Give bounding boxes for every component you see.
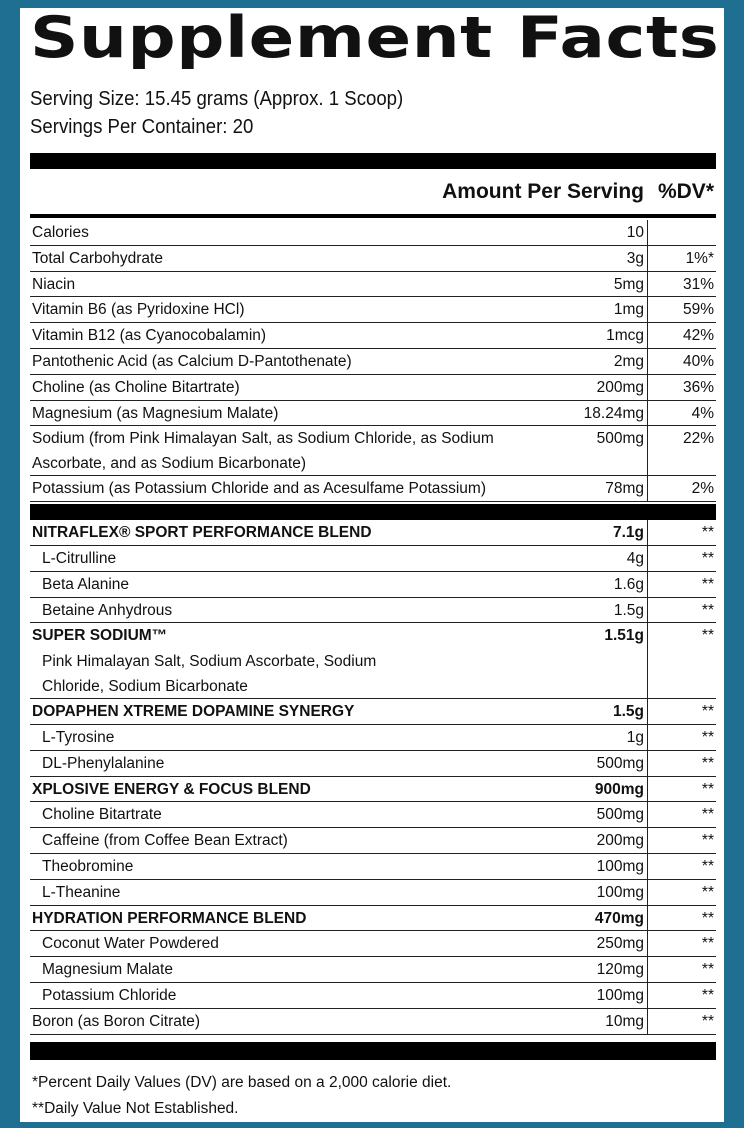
ingredient-amount: 200mg xyxy=(596,378,644,396)
ingredient-amount: 10mg xyxy=(605,1012,644,1030)
ingredient-dv: ** xyxy=(701,806,714,824)
ingredient-dv: 2% xyxy=(691,480,714,498)
ingredient-name: Beta Alanine xyxy=(42,575,130,593)
ingredient-amount: 1mcg xyxy=(606,327,644,345)
ingredient-amount: 1mg xyxy=(613,301,644,319)
ingredient-dv: ** xyxy=(701,961,714,979)
column-divider xyxy=(647,623,648,649)
ingredient-name: DL-Phenylalanine xyxy=(42,754,165,772)
table-row xyxy=(30,828,716,854)
amount-per-serving-header: Amount Per Serving xyxy=(442,180,644,203)
ingredient-amount: 900mg xyxy=(594,780,644,798)
column-header xyxy=(30,176,716,210)
ingredient-name: Coconut Water Powdered xyxy=(42,935,219,953)
ingredient-amount: 78mg xyxy=(605,480,644,498)
table-row xyxy=(30,983,716,1009)
table-row xyxy=(30,854,716,880)
ingredient-dv: ** xyxy=(701,832,714,850)
table-row xyxy=(30,401,716,427)
table-row xyxy=(30,598,716,624)
column-divider xyxy=(647,880,648,905)
column-divider xyxy=(647,725,648,750)
column-divider xyxy=(647,649,648,698)
column-divider xyxy=(647,906,648,931)
footnotes xyxy=(32,1070,451,1122)
ingredient-name: Vitamin B6 (as Pyridoxine HCl) xyxy=(32,301,245,319)
column-divider xyxy=(647,520,648,545)
column-divider xyxy=(647,598,648,623)
table-row xyxy=(30,957,716,983)
ingredient-dv: ** xyxy=(701,703,714,721)
ingredient-dv: ** xyxy=(701,935,714,953)
ingredient-dv: ** xyxy=(701,780,714,798)
column-divider xyxy=(647,572,648,597)
ingredient-name: Niacin xyxy=(32,275,76,293)
table-row xyxy=(30,1009,716,1035)
ingredient-name: NITRAFLEX® SPORT PERFORMANCE BLEND xyxy=(32,524,372,542)
ingredient-dv: 42% xyxy=(682,327,714,345)
ingredient-amount: 1.6g xyxy=(613,575,644,593)
dv-header: %DV* xyxy=(657,180,714,203)
table-row xyxy=(30,272,716,298)
column-divider xyxy=(647,426,648,475)
ingredient-dv: ** xyxy=(701,627,714,645)
column-divider xyxy=(647,401,648,426)
table-row xyxy=(30,777,716,803)
ingredient-dv: 31% xyxy=(682,275,714,293)
ingredient-name: Sodium (from Pink Himalayan Salt, as Sodium Chloride, as Sodium Ascorbate, and as Sodium Bicarbonate) xyxy=(32,430,494,473)
ingredient-amount: 100mg xyxy=(596,883,644,901)
footnote-dv: *Percent Daily Values (DV) are based on a 2,000 calorie diet. xyxy=(32,1074,452,1091)
ingredient-amount: 1.5g xyxy=(613,601,644,619)
label-title: Supplement Facts xyxy=(30,5,720,71)
ingredient-amount: 1.5g xyxy=(612,703,644,721)
ingredient-name: HYDRATION PERFORMANCE BLEND xyxy=(32,909,307,927)
column-divider xyxy=(647,699,648,724)
nutrient-table xyxy=(30,220,716,1035)
column-divider xyxy=(647,220,648,245)
ingredient-amount: 18.24mg xyxy=(583,404,644,422)
ingredient-amount: 470mg xyxy=(594,909,644,927)
table-row xyxy=(30,220,716,246)
column-divider xyxy=(647,931,648,956)
column-divider xyxy=(647,751,648,776)
ingredient-dv: ** xyxy=(701,986,714,1004)
ingredient-dv: 40% xyxy=(682,352,714,370)
table-row xyxy=(30,623,716,649)
ingredient-name: Choline Bitartrate xyxy=(42,806,162,824)
column-divider xyxy=(647,297,648,322)
column-divider xyxy=(647,983,648,1008)
ingredient-name: XPLOSIVE ENERGY & FOCUS BLEND xyxy=(32,780,311,798)
table-row xyxy=(30,880,716,906)
ingredient-amount: 3g xyxy=(626,249,644,267)
column-divider xyxy=(647,777,648,802)
column-divider xyxy=(647,828,648,853)
ingredient-dv: ** xyxy=(701,575,714,593)
nutrient-rows xyxy=(30,220,716,502)
table-row xyxy=(30,699,716,725)
ingredient-dv: ** xyxy=(701,754,714,772)
ingredient-name: L-Citrulline xyxy=(42,549,117,567)
table-row xyxy=(30,426,716,476)
ingredient-name: L-Tyrosine xyxy=(42,728,115,746)
ingredient-name: Caffeine (from Coffee Bean Extract) xyxy=(42,832,288,850)
ingredient-amount: 500mg xyxy=(596,754,644,772)
ingredient-name: Pantothenic Acid (as Calcium D-Pantothenate) xyxy=(32,352,352,370)
ingredient-dv: 59% xyxy=(682,301,714,319)
table-row xyxy=(30,802,716,828)
ingredient-name: Potassium Chloride xyxy=(42,986,177,1004)
ingredient-amount: 5mg xyxy=(613,275,644,293)
column-divider xyxy=(647,272,648,297)
ingredient-dv: ** xyxy=(701,1012,714,1030)
ingredient-name: Theobromine xyxy=(42,857,134,875)
ingredient-amount: 120mg xyxy=(596,961,644,979)
table-row xyxy=(30,906,716,932)
column-divider xyxy=(647,375,648,400)
ingredient-dv: 36% xyxy=(682,378,714,396)
table-row xyxy=(30,725,716,751)
table-row xyxy=(30,546,716,572)
blend-rows xyxy=(30,520,716,1034)
ingredient-amount: 500mg xyxy=(596,430,644,448)
ingredient-name: Potassium (as Potassium Chloride and as Acesulfame Potassium) xyxy=(32,480,487,498)
table-row xyxy=(30,323,716,349)
ingredient-amount: 250mg xyxy=(596,935,644,953)
ingredient-dv: ** xyxy=(701,601,714,619)
ingredient-dv: ** xyxy=(701,857,714,875)
ingredient-amount: 4g xyxy=(626,549,644,567)
ingredient-amount: 10 xyxy=(626,224,644,241)
ingredient-dv: ** xyxy=(701,524,714,542)
serving-size: Serving Size: 15.45 grams (Approx. 1 Scoop) xyxy=(30,88,404,110)
column-divider xyxy=(647,349,648,374)
ingredient-amount: 7.1g xyxy=(612,524,644,542)
footnote-not-established: **Daily Value Not Established. xyxy=(32,1100,239,1117)
table-row xyxy=(30,649,716,699)
table-row xyxy=(30,375,716,401)
ingredient-name: DOPAPHEN XTREME DOPAMINE SYNERGY xyxy=(32,703,355,721)
ingredient-amount: 100mg xyxy=(596,986,644,1004)
ingredient-name: Choline (as Choline Bitartrate) xyxy=(32,378,240,396)
table-row xyxy=(30,349,716,375)
ingredient-name: L-Theanine xyxy=(42,883,121,901)
ingredient-dv: 1%* xyxy=(685,249,714,267)
ingredient-name: Vitamin B12 (as Cyanocobalamin) xyxy=(32,327,267,345)
ingredient-amount: 2mg xyxy=(613,352,644,370)
ingredient-amount: 100mg xyxy=(596,857,644,875)
ingredient-dv: ** xyxy=(701,883,714,901)
table-row xyxy=(30,572,716,598)
ingredient-name: Pink Himalayan Salt, Sodium Ascorbate, Sodium Chloride, Sodium Bicarbonate xyxy=(42,653,377,696)
column-divider xyxy=(647,246,648,271)
ingredient-dv: ** xyxy=(701,549,714,567)
ingredient-dv: 22% xyxy=(682,430,714,448)
ingredient-amount: 500mg xyxy=(596,806,644,824)
ingredient-name: Total Carbohydrate xyxy=(32,249,163,267)
thick-divider xyxy=(30,153,716,169)
table-row xyxy=(30,246,716,272)
header-divider xyxy=(30,214,716,218)
table-row xyxy=(30,520,716,546)
ingredient-name: SUPER SODIUM™ xyxy=(32,627,168,645)
footer-divider xyxy=(30,1042,716,1060)
column-divider xyxy=(647,323,648,348)
column-divider xyxy=(647,476,648,501)
column-divider xyxy=(647,802,648,827)
column-divider xyxy=(647,957,648,982)
table-row xyxy=(30,931,716,957)
blend-divider xyxy=(30,504,716,520)
ingredient-name: Magnesium Malate xyxy=(42,961,173,979)
ingredient-name: Betaine Anhydrous xyxy=(42,601,173,619)
column-divider xyxy=(647,854,648,879)
column-divider xyxy=(647,1009,648,1034)
ingredient-dv: ** xyxy=(701,909,714,927)
servings-per-container: Servings Per Container: 20 xyxy=(30,116,254,138)
ingredient-name: Magnesium (as Magnesium Malate) xyxy=(32,404,279,422)
table-row xyxy=(30,297,716,323)
supplement-facts-label xyxy=(20,5,724,1122)
ingredient-name: Calories xyxy=(32,224,89,241)
table-row xyxy=(30,476,716,502)
table-row xyxy=(30,751,716,777)
column-divider xyxy=(647,546,648,571)
ingredient-amount: 1.51g xyxy=(604,627,644,645)
ingredient-dv: 4% xyxy=(691,404,714,422)
ingredient-dv: ** xyxy=(701,728,714,746)
ingredient-amount: 1g xyxy=(626,728,644,746)
ingredient-name: Boron (as Boron Citrate) xyxy=(32,1012,200,1030)
ingredient-amount: 200mg xyxy=(596,832,644,850)
